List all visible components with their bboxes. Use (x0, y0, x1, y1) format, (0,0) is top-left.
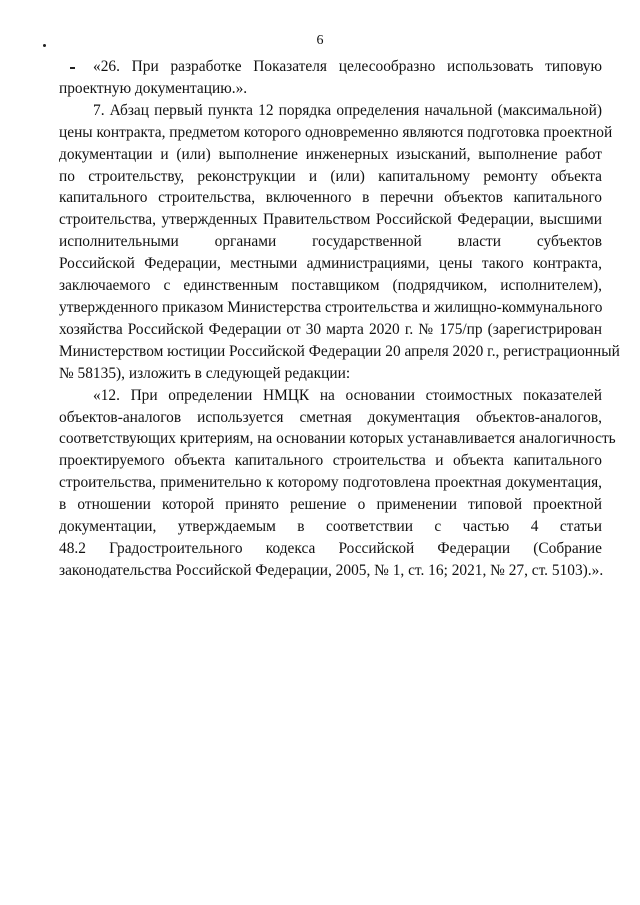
text-line: Министерством юстиции Российской Федерации 20 апреля 2020 г., регистрационный (59, 342, 620, 360)
text-line: строительства, утвержденных Правительством Российской Федерации, высшими (59, 211, 602, 229)
paragraph-12 (59, 385, 616, 582)
scan-mark (43, 44, 46, 47)
text-line: капитального строительства, включенного в перечни объектов капитального (59, 189, 602, 207)
text-line: заключаемого с единственным поставщиком (подрядчиком, исполнителем), (59, 277, 602, 295)
text-line: документации и (или) выполнение инженерных изысканий, выполнение работ (59, 145, 602, 163)
text-line: законодательства Российской Федерации, 2005, № 1, ст. 16; 2021, № 27, ст. 5103).». (59, 561, 604, 579)
body-text (59, 56, 620, 582)
text-line: в отношении которой принято решение о применении типовой проектной (59, 496, 602, 514)
text-line: соответствующих критериям, на основании которых устанавливается аналогичность (59, 430, 616, 448)
text-line: строительства, применительно к которому подготовлена проектная документация, (59, 474, 602, 492)
text-line: № 58135), изложить в следующей редакции: (59, 364, 351, 382)
text-line: цены контракта, предметом которого одновременно являются подготовка проектной (59, 123, 613, 141)
text-line: хозяйства Российской Федерации от 30 марта 2020 г. № 175/пр (зарегистрирован (59, 320, 602, 338)
paragraph-26 (59, 56, 602, 100)
text-line: исполнительными органами государственной власти субъектов (59, 233, 602, 251)
text-line: «26. При разработке Показателя целесообразно использовать типовую (93, 58, 602, 75)
page-number: 6 (316, 33, 324, 48)
text-line: по строительству, реконструкции и (или) капитальному ремонту объекта (59, 167, 602, 185)
text-line: утвержденного приказом Министерства строительства и жилищно-коммунального (59, 298, 603, 316)
text-line: Российской Федерации, местными администрациями, цены такого контракта, (59, 255, 602, 273)
text-line: документации, утверждаемым в соответствии с частью 4 статьи (59, 518, 602, 536)
text-line: 7. Абзац первый пункта 12 порядка определения начальной (максимальной) (93, 101, 602, 119)
paragraph-7 (59, 100, 620, 385)
text-line: 48.2 Градостроительного кодекса Российской Федерации (Собрание (59, 539, 602, 557)
text-line: «12. При определении НМЦК на основании стоимостных показателей (93, 386, 602, 404)
text-line: проектируемого объекта капитального строительства и объекта капитального (59, 452, 602, 470)
text-line: объектов-аналогов используется сметная документация объектов-аналогов, (59, 408, 602, 426)
text-line: проектную документацию.». (59, 79, 248, 97)
